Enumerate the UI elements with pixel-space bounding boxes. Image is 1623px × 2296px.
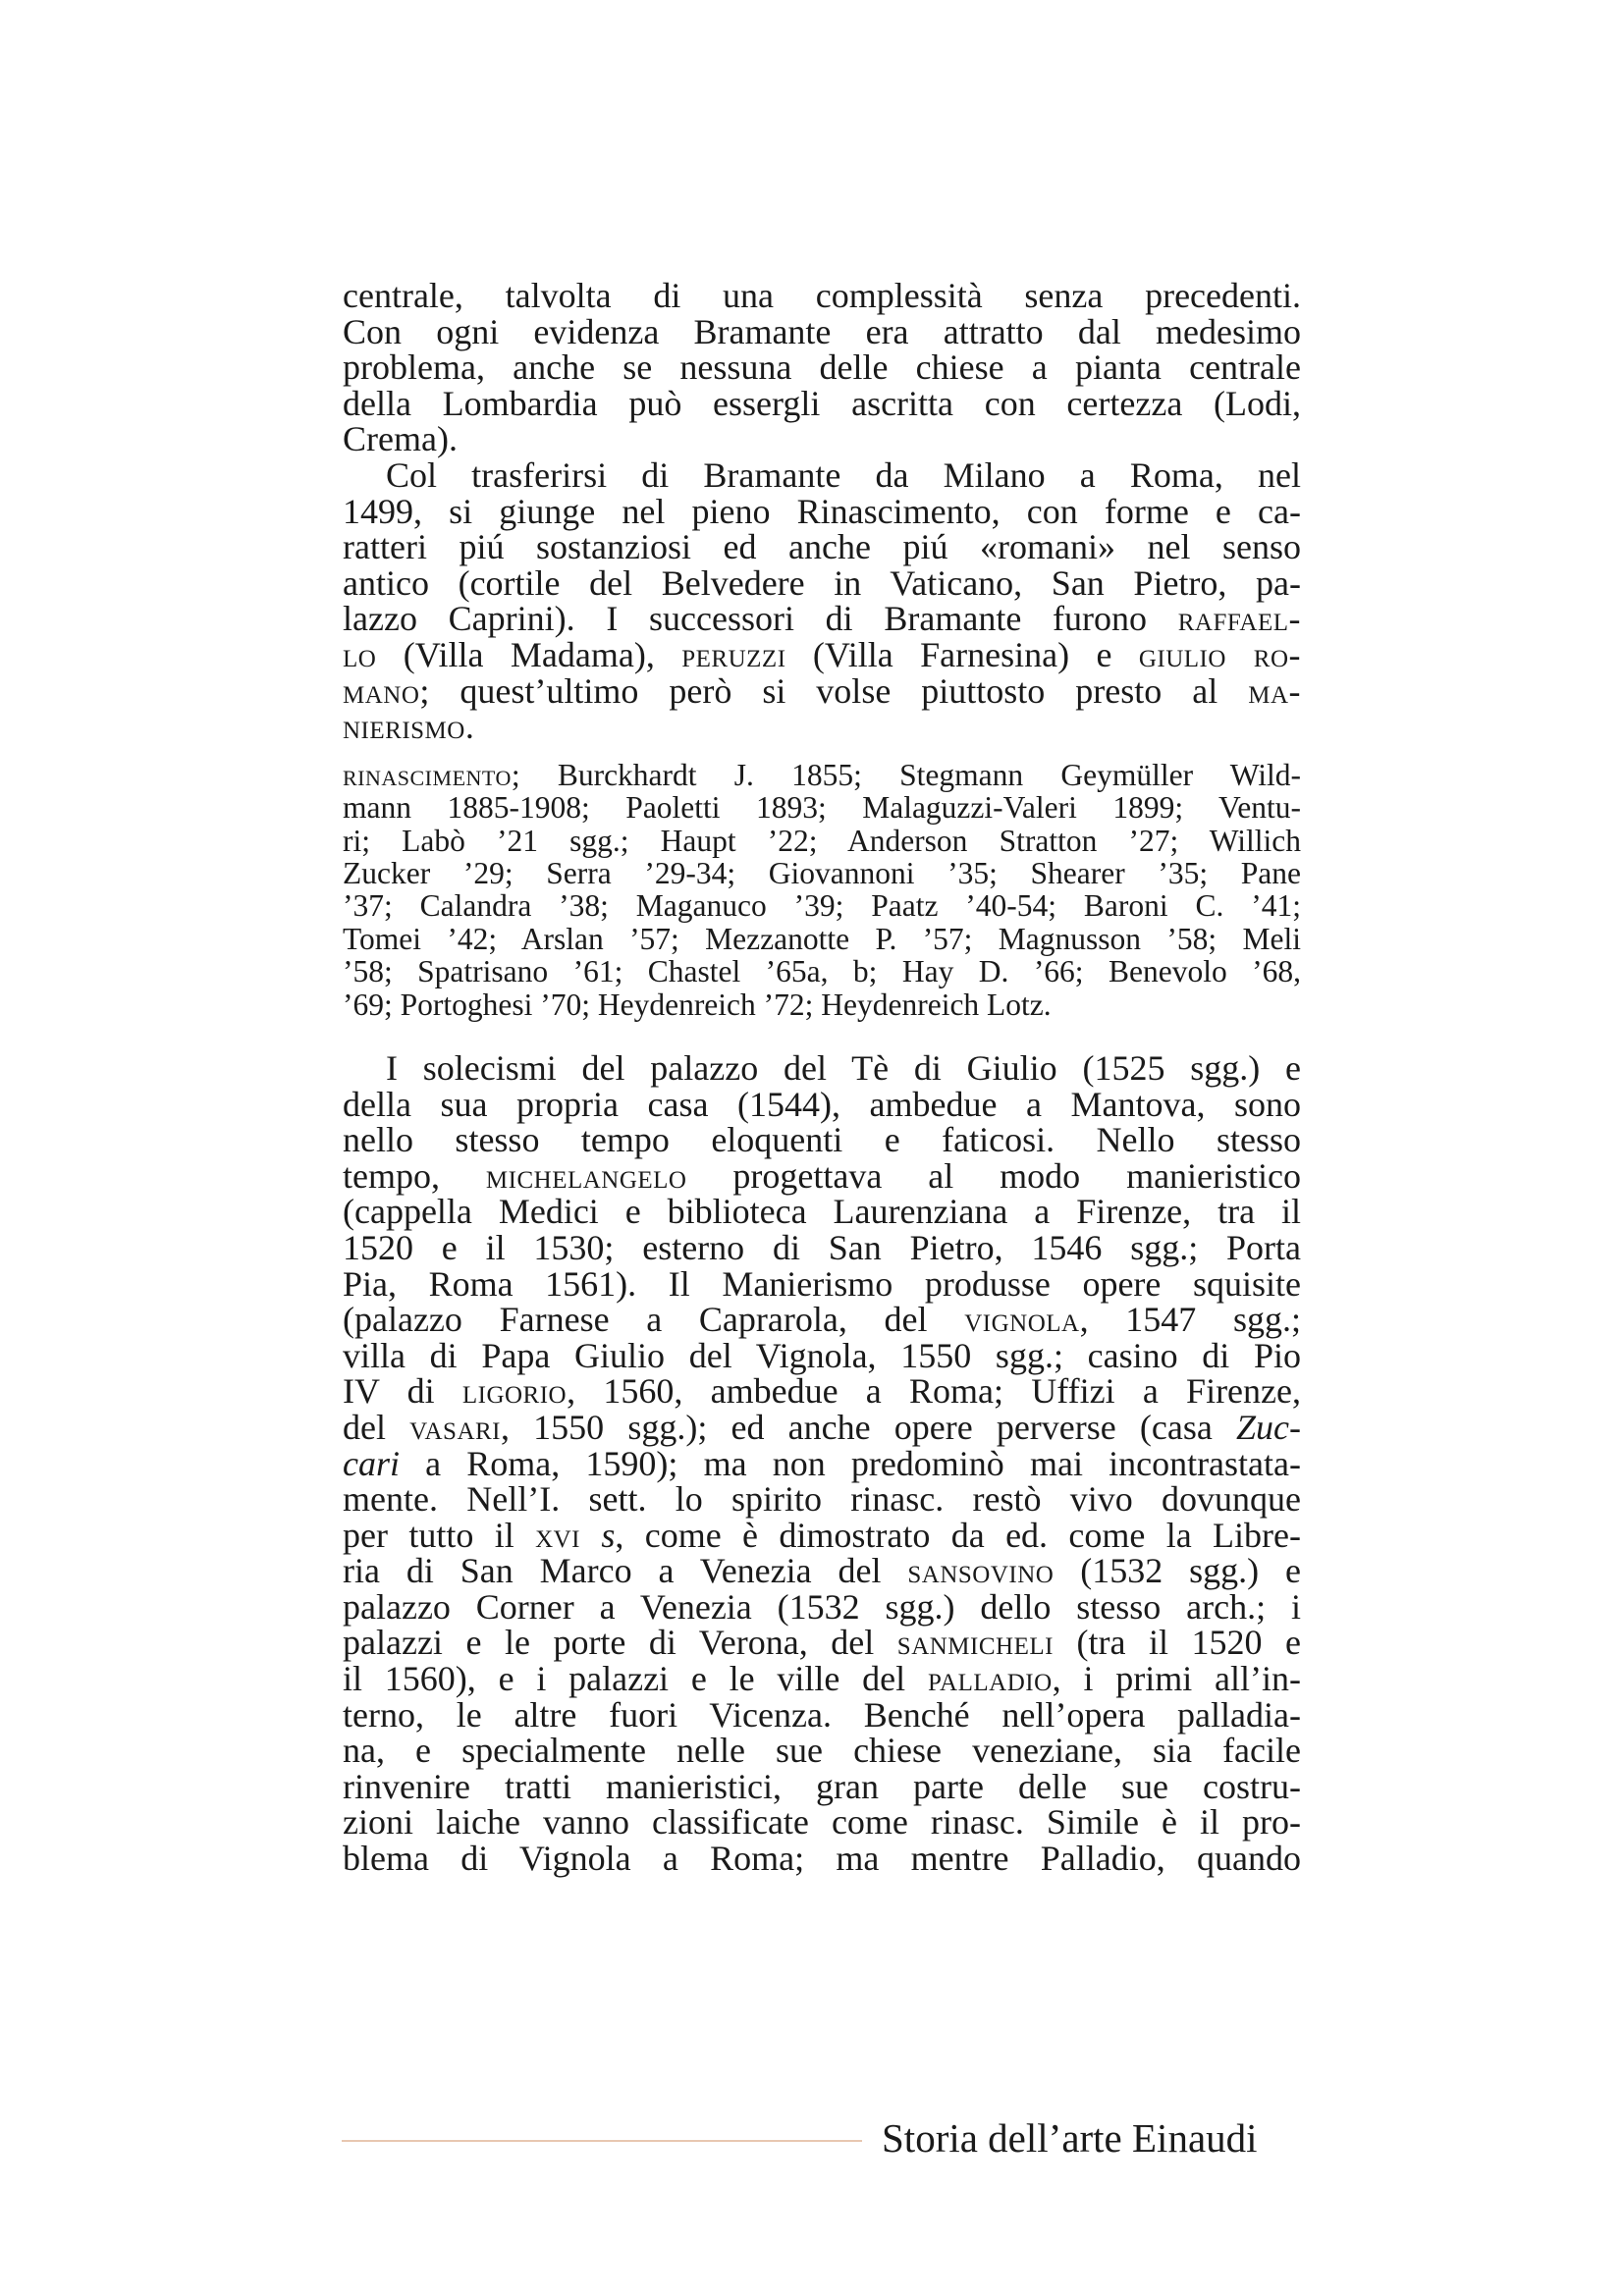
artist-name-giulio-romano: giulio ro- [1138, 634, 1302, 674]
text-line: blema di Vignola a Roma; ma mentre Palladio, quando [343, 1839, 1301, 1879]
artist-name-vignola: vignola [964, 1300, 1080, 1340]
text-line [343, 1443, 1301, 1483]
text-run: lazzo Caprini). I successori di Bramante furono [343, 599, 1148, 639]
text-line [343, 670, 1301, 711]
text-line [343, 634, 1302, 674]
artist-name-michelangelo: michelangelo [485, 1155, 687, 1196]
text-line: della Lombardia può essergli ascritta con certezza (Lodi, [343, 383, 1301, 423]
artist-name-sanmicheli: sanmicheli [896, 1623, 1054, 1663]
text-line: problema, anche se nessuna delle chiese a pianta centrale [343, 347, 1301, 388]
text-run: (Villa Madama), [403, 634, 655, 674]
text-line [343, 1373, 1301, 1410]
text-line [343, 1515, 1302, 1555]
text-line: ratteri piú sostanziosi ed anche piú «romani» nel senso [343, 527, 1301, 567]
paragraph-3 [343, 1047, 1302, 1879]
text-run: il 1560), e i palazzi e le ville del [343, 1659, 906, 1699]
text-run: (tra il 1520 e [1076, 1623, 1302, 1663]
text-run: tempo, [343, 1155, 440, 1196]
bibliography-heading: rinascimento [343, 757, 512, 792]
text-line: Con ogni evidenza Bramante era attratto dal medesimo [343, 311, 1301, 351]
text-line: zioni laiche vanno classificate come rinasc. Simile è il pro- [343, 1802, 1301, 1842]
text-run: (1532 sgg.) e [1080, 1551, 1301, 1591]
text-line [343, 1155, 1302, 1196]
text-run: IV di [343, 1371, 435, 1412]
artist-name-raffaello: raffael- [1177, 599, 1301, 639]
text-run: per tutto il [343, 1515, 514, 1555]
text-line [343, 601, 1301, 637]
text-run: (palazzo Farnese a Caprarola, del [343, 1300, 928, 1340]
text-line: centrale, talvolta di una complessità senza precedenti. [343, 276, 1301, 315]
paragraph-2 [343, 454, 1302, 747]
bibliography-line: ’58; Spatrisano ’61; Chastel ’65a, b; Hay D. ’66; Benevolo ’68, [343, 954, 1301, 989]
text-run: a Roma, 1590); ma non predominò mai incontrastata- [425, 1443, 1301, 1483]
italic-run: s [601, 1515, 616, 1555]
text-line [343, 709, 1301, 745]
text-line: Col trasferirsi di Bramante da Milano a Roma, nel [386, 454, 1301, 495]
bibliography-line: ’37; Calandra ’38; Maganuco ’39; Paatz ’40-54; Baroni C. ’41; [343, 888, 1301, 924]
bibliography-line: Tomei ’42; Arslan ’57; Mezzanotte P. ’57; Magnusson ’58; Meli [343, 921, 1301, 956]
text-run: , 1560, ambedue a Roma; Uffizi a Firenze, [567, 1371, 1301, 1412]
footer-publication-title: Storia dell’arte Einaudi [882, 2115, 1258, 2161]
text-line: nello stesso tempo eloquenti e faticosi. Nello stesso [343, 1120, 1301, 1160]
text-line [343, 1302, 1301, 1338]
text-line: Pia, Roma 1561). Il Manierismo produsse opere squisite [343, 1263, 1301, 1304]
text-line [343, 1661, 1301, 1697]
artist-name-vasari: vasari [409, 1407, 501, 1447]
text-line: na, e specialmente nelle sue chiese veneziane, sia facile [343, 1731, 1301, 1771]
artist-name-giulio-romano: mano [343, 670, 420, 711]
text-line: 1520 e il 1530; esterno di San Pietro, 1546 sgg.; Porta [343, 1227, 1301, 1267]
bibliography [343, 759, 1301, 1021]
artist-name-sansovino: sansovino [907, 1551, 1055, 1591]
text-line [343, 1625, 1301, 1661]
text-run: , 1550 sgg.); ed anche opere perverse (casa [501, 1407, 1213, 1447]
text-run: (Villa Farnesina) e [812, 634, 1112, 674]
century-numeral: xvi [535, 1515, 580, 1555]
text-line: antico (cortile del Belvedere in Vaticano, San Pietro, pa- [343, 562, 1301, 603]
text-line: Crema). [343, 419, 458, 459]
text-line [343, 1407, 1302, 1447]
text-run: , come è dimostrato da ed. come la Libre- [615, 1515, 1302, 1555]
text-line: della sua propria casa (1544), ambedue a Mantova, sono [343, 1084, 1301, 1124]
term-manierismo: nierismo. [343, 707, 475, 747]
text-line: rinvenire tratti manieristici, gran parte delle sue costru- [343, 1766, 1301, 1806]
text-run: , 1547 sgg.; [1079, 1300, 1302, 1340]
italic-run: Zuc- [1236, 1407, 1302, 1447]
text-line: villa di Papa Giulio del Vignola, 1550 sgg.; casino di Pio [343, 1335, 1301, 1375]
text-run: ria di San Marco a Venezia del [343, 1551, 882, 1591]
artist-name-ligorio: ligorio [461, 1371, 568, 1412]
text-line: (cappella Medici e biblioteca Laurenziana a Firenze, tra il [343, 1192, 1301, 1232]
artist-name-peruzzi: peruzzi [681, 634, 786, 674]
bibliography-line: Zucker ’29; Serra ’29-34; Giovannoni ’35; Shearer ’35; Pane [343, 855, 1301, 890]
text-run: palazzi e le porte di Verona, del [343, 1623, 875, 1663]
paragraph-1 [343, 278, 1301, 457]
text-run: progettava al modo manieristico [732, 1155, 1302, 1196]
bibliography-line [343, 759, 1301, 791]
bibliography-line: ’69; Portoghesi ’70; Heydenreich ’72; Heydenreich Lotz. [343, 987, 1052, 1022]
text-line: palazzo Corner a Venezia (1532 sgg.) dello stesso arch.; i [343, 1586, 1301, 1627]
artist-name-raffaello: lo [343, 634, 377, 674]
text-line: terno, le altre fuori Vicenza. Benché nell’opera palladia- [343, 1694, 1301, 1735]
footer-divider [342, 2140, 862, 2142]
text-line: mente. Nell’I. sett. lo spirito rinasc. restò vivo dovunque [343, 1479, 1301, 1520]
bibliography-line: mann 1885-1908; Paoletti 1893; Malaguzzi-Valeri 1899; Ventu- [343, 790, 1301, 826]
text-line [343, 1553, 1301, 1589]
text-line: I solecismi del palazzo del Tè di Giulio (1525 sgg.) e [386, 1047, 1301, 1088]
term-manierismo: ma- [1248, 670, 1301, 711]
text-run: , i primi all’in- [1052, 1659, 1301, 1699]
text-run: ; quest’ultimo però si volse piuttosto presto al [419, 670, 1218, 711]
page-body [343, 278, 1301, 1877]
text-run: ; Burckhardt J. 1855; Stegmann Geymüller Wild- [511, 757, 1301, 792]
artist-name-palladio: palladio [927, 1659, 1053, 1699]
text-line: 1499, si giunge nel pieno Rinascimento, con forme e ca- [343, 491, 1301, 531]
text-run: del [343, 1407, 386, 1447]
italic-run: cari [343, 1443, 400, 1483]
bibliography-line: ri; Labò ’21 sgg.; Haupt ’22; Anderson Stratton ’27; Willich [343, 823, 1301, 858]
